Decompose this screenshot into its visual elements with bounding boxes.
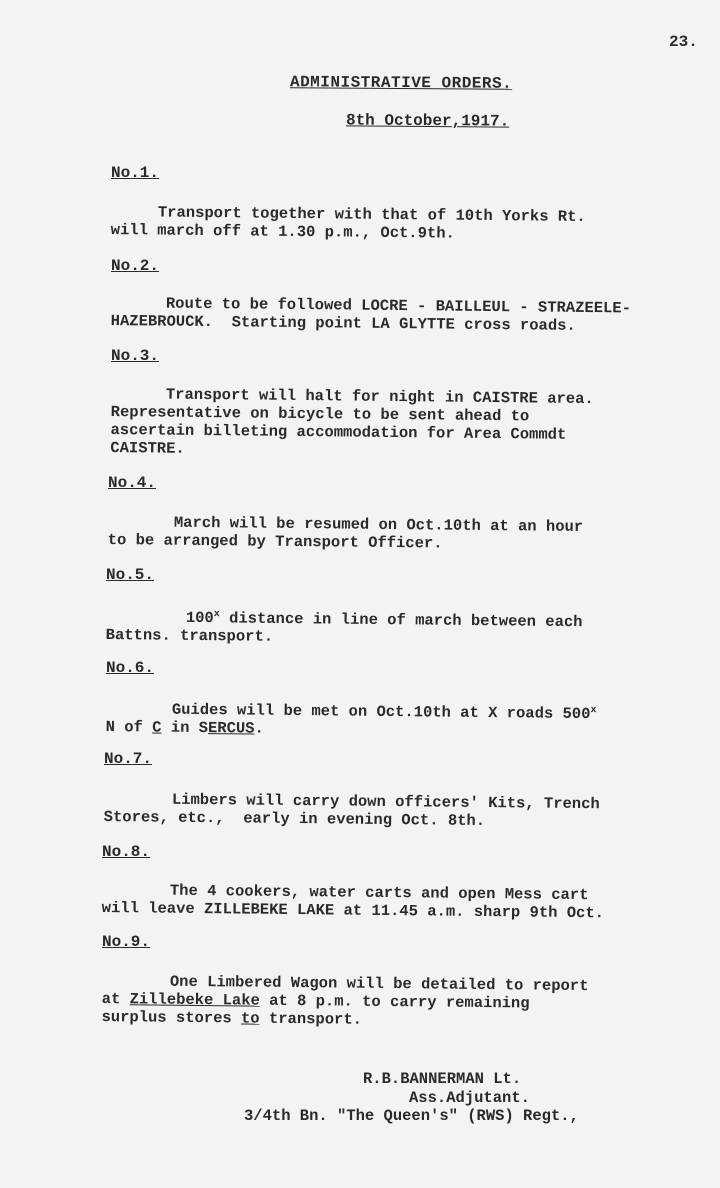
order-number-4: No.4.: [108, 474, 157, 492]
order-1-line-2: will march off at 1.30 p.m., Oct.9th.: [110, 220, 455, 243]
order-text-6: [106, 697, 597, 741]
order-text-4: [108, 513, 584, 554]
order-6-line-2c: .: [254, 719, 264, 738]
order-9-line-2b: at 8 p.m. to carry remaining: [259, 991, 530, 1013]
order-6-line-2a: N of: [105, 718, 153, 737]
order-3-line-2: Representative on bicycle to be sent ahead to: [110, 402, 530, 426]
order-9-line-3u: to: [240, 1009, 260, 1028]
order-text-9: [101, 972, 588, 1031]
order-number-8: No.8.: [102, 843, 151, 861]
signature-role: Ass.Adjutant.: [409, 1089, 530, 1107]
order-number-6: No.6.: [106, 659, 155, 677]
order-8-line-1: The 4 cookers, water carts and open Mess cart: [169, 881, 589, 905]
order-text-8: [102, 881, 605, 922]
document-title: ADMINISTRATIVE ORDERS.: [289, 73, 513, 93]
order-text-1: [111, 203, 586, 244]
document-date: 8th October,1917.: [345, 111, 510, 131]
order-9-place: Zillebeke Lake: [129, 990, 260, 1010]
signature-name: R.B.BANNERMAN Lt.: [363, 1070, 522, 1088]
order-6-line-2b: in S: [161, 718, 209, 738]
order-4-line-1: March will be resumed on Oct.10th at an hour: [173, 513, 584, 536]
order-number-1: No.1.: [111, 164, 160, 182]
order-5-sup: x: [213, 609, 220, 621]
order-5-distance: 100: [185, 608, 214, 628]
order-text-2: [111, 294, 631, 335]
order-3-line-1: Transport will halt for night in CAISTRE area.: [165, 385, 594, 409]
order-text-5: [106, 605, 583, 649]
order-number-3: No.3.: [111, 347, 160, 365]
order-text-3: [110, 385, 594, 462]
order-number-2: No.2.: [111, 257, 160, 275]
order-5-line-1: distance in line of march between each: [219, 609, 583, 632]
order-9-line-1: One Limbered Wagon will be detailed to report: [169, 972, 589, 996]
order-8-line-2: will leave ZILLEBEKE LAKE at 11.45 a.m. sharp 9th Oct.: [101, 898, 605, 923]
order-6-line-2u: C: [152, 718, 162, 737]
page-number: 23.: [669, 33, 698, 51]
order-3-line-4: CAISTRE.: [110, 438, 185, 458]
order-5-line-2: Battns. transport.: [105, 626, 274, 646]
order-text-7: [104, 790, 600, 831]
order-9-line-3b: transport.: [259, 1009, 363, 1029]
order-7-line-2: Stores, etc., early in evening Oct. 8th.: [103, 807, 486, 830]
order-number-9: No.9.: [102, 933, 151, 951]
order-number-7: No.7.: [104, 750, 153, 768]
order-6-sup: x: [590, 705, 597, 717]
order-2-line-1: Route to be followed LOCRE - BAILLEUL - STRAZEELE-: [165, 294, 632, 318]
order-1-line-1: Transport together with that of 10th Yorks Rt.: [157, 203, 586, 226]
signature-unit: 3/4th Bn. "The Queen's" (RWS) Regt.,: [244, 1107, 579, 1125]
order-9-line-2a: at: [101, 989, 130, 1009]
order-9-line-3a: surplus stores: [101, 1007, 242, 1028]
order-2-line-2: HAZEBROUCK. Starting point LA GLYTTE cross roads.: [110, 311, 576, 335]
order-number-5: No.5.: [106, 566, 155, 584]
order-6-line-1: Guides will be met on Oct.10th at X roads 500: [171, 700, 591, 724]
order-6-line-2u2: ERCUS: [207, 719, 255, 738]
order-3-line-3: ascertain billeting accommodation for Area Commdt: [110, 420, 567, 444]
order-4-line-2: to be arranged by Transport Officer.: [107, 530, 443, 553]
order-7-line-1: Limbers will carry down officers' Kits, Trench: [171, 790, 600, 814]
